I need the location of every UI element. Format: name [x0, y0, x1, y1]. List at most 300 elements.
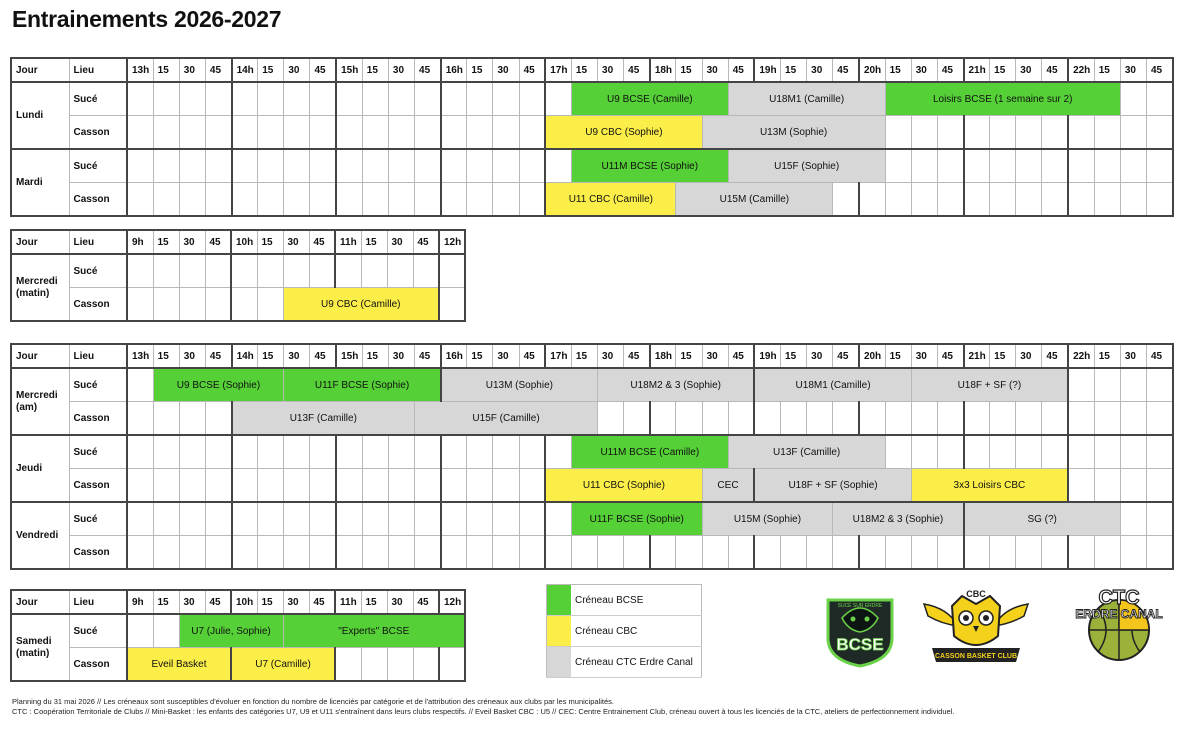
empty-slot	[127, 614, 153, 648]
empty-slot	[439, 288, 465, 322]
empty-slot	[519, 149, 545, 183]
time-header: 30	[179, 230, 205, 254]
time-header: 30	[807, 344, 833, 368]
venue-label: Casson	[69, 183, 127, 217]
empty-slot	[1120, 368, 1146, 402]
schedule-row	[11, 183, 1173, 217]
time-header: 9h	[127, 590, 153, 614]
time-header: 17h	[545, 58, 571, 82]
time-header: 15	[153, 230, 179, 254]
time-header: 15	[676, 58, 702, 82]
time-header: 15	[257, 230, 283, 254]
cbc-logo-top: CBC	[966, 589, 986, 599]
time-header: 14h	[232, 344, 258, 368]
time-header: 45	[205, 58, 231, 82]
empty-slot	[990, 116, 1016, 150]
schedule-row	[11, 502, 1173, 536]
empty-slot	[127, 502, 153, 536]
venue-label: Casson	[69, 536, 127, 570]
empty-slot	[179, 183, 205, 217]
time-header: 21h	[964, 58, 990, 82]
empty-slot	[1042, 149, 1068, 183]
empty-slot	[258, 183, 284, 217]
day-label: Mercredi (matin)	[11, 254, 69, 321]
empty-slot	[990, 183, 1016, 217]
time-header: 19h	[754, 344, 780, 368]
time-header: 45	[413, 230, 439, 254]
empty-slot	[127, 288, 153, 322]
empty-slot	[1042, 435, 1068, 469]
footnote-line: CTC : Coopération Territoriale de Clubs // Mini-Basket : les enfants des catégories U7, U9 et U11 s'entraînent dans leurs clubs respectifs. // Eveil Basket CBC : U5 // CEC: Centre Entrainement Club, créneau ouvert à tous les licenciés de la CTC, ateliers de perfectionnement individuel.	[12, 706, 955, 716]
empty-slot	[179, 536, 205, 570]
time-header: 30	[1120, 58, 1146, 82]
empty-slot	[205, 502, 231, 536]
empty-slot	[545, 149, 571, 183]
empty-slot	[441, 435, 467, 469]
empty-slot	[911, 536, 937, 570]
time-header: 15	[990, 344, 1016, 368]
empty-slot	[964, 149, 990, 183]
empty-slot	[1068, 183, 1094, 217]
empty-slot	[441, 183, 467, 217]
time-header: 15	[885, 344, 911, 368]
empty-slot	[179, 402, 205, 436]
empty-slot	[728, 402, 754, 436]
empty-slot	[885, 435, 911, 469]
session-block: U18M1 (Camille)	[728, 82, 885, 116]
session-block: U18F + SF (Sophie)	[754, 469, 911, 503]
empty-slot	[1042, 116, 1068, 150]
day-label: Mercredi (am)	[11, 368, 69, 435]
empty-slot	[1042, 536, 1068, 570]
session-block: U9 CBC (Sophie)	[545, 116, 702, 150]
empty-slot	[754, 536, 780, 570]
empty-slot	[362, 469, 388, 503]
time-header: 45	[415, 344, 441, 368]
time-header: 15	[676, 344, 702, 368]
empty-slot	[519, 116, 545, 150]
empty-slot	[205, 402, 231, 436]
time-header: 45	[519, 58, 545, 82]
empty-slot	[911, 116, 937, 150]
day-label: Lundi	[11, 82, 69, 149]
empty-slot	[361, 648, 387, 682]
empty-slot	[1120, 149, 1146, 183]
time-header: 11h	[335, 590, 361, 614]
empty-slot	[153, 469, 179, 503]
empty-slot	[153, 402, 179, 436]
empty-slot	[1094, 469, 1120, 503]
legend-label: Créneau BCSE	[571, 585, 702, 616]
bcse-logo-text: BCSE	[836, 635, 884, 654]
empty-slot	[441, 82, 467, 116]
time-header: 30	[179, 590, 205, 614]
time-header: 45	[1042, 344, 1068, 368]
session-block: U13M (Sophie)	[702, 116, 885, 150]
empty-slot	[1016, 116, 1042, 150]
legend-swatch	[547, 616, 572, 647]
empty-slot	[232, 435, 258, 469]
time-header: 15	[781, 344, 807, 368]
schedule-table-wednesday-morning	[10, 229, 466, 322]
empty-slot	[310, 149, 336, 183]
empty-slot	[1146, 183, 1173, 217]
empty-slot	[1016, 149, 1042, 183]
header-lieu: Lieu	[69, 230, 127, 254]
empty-slot	[415, 536, 441, 570]
empty-slot	[179, 254, 205, 288]
empty-slot	[441, 149, 467, 183]
schedule-row	[11, 288, 465, 322]
empty-slot	[388, 435, 414, 469]
empty-slot	[388, 469, 414, 503]
empty-slot	[1068, 149, 1094, 183]
empty-slot	[1042, 183, 1068, 217]
empty-slot	[153, 149, 179, 183]
time-header: 12h	[439, 230, 465, 254]
time-header: 15	[258, 58, 284, 82]
time-header: 20h	[859, 58, 885, 82]
empty-slot	[284, 82, 310, 116]
empty-slot	[1146, 502, 1173, 536]
empty-slot	[127, 254, 153, 288]
header-jour: Jour	[11, 590, 69, 614]
empty-slot	[493, 149, 519, 183]
time-header: 13h	[127, 58, 153, 82]
session-block: U13F (Camille)	[728, 435, 885, 469]
schedule-row	[11, 82, 1173, 116]
empty-slot	[258, 82, 284, 116]
empty-slot	[911, 435, 937, 469]
empty-slot	[1016, 435, 1042, 469]
empty-slot	[493, 536, 519, 570]
time-header: 45	[728, 344, 754, 368]
empty-slot	[415, 502, 441, 536]
empty-slot	[807, 402, 833, 436]
empty-slot	[310, 435, 336, 469]
cbc-logo	[918, 586, 1034, 670]
session-block: U11M BCSE (Camille)	[571, 435, 728, 469]
session-block: Loisirs BCSE (1 semaine sur 2)	[885, 82, 1120, 116]
empty-slot	[519, 82, 545, 116]
venue-label: Casson	[69, 288, 127, 322]
time-header: 45	[310, 58, 336, 82]
empty-slot	[1146, 368, 1173, 402]
empty-slot	[1146, 116, 1173, 150]
empty-slot	[1094, 149, 1120, 183]
schedule-row	[11, 149, 1173, 183]
time-header: 30	[388, 58, 414, 82]
session-block: U15M (Sophie)	[702, 502, 833, 536]
time-header: 11h	[335, 230, 361, 254]
empty-slot	[310, 469, 336, 503]
header-lieu: Lieu	[69, 344, 127, 368]
session-block: U9 CBC (Camille)	[283, 288, 439, 322]
legend-item	[547, 647, 702, 678]
legend	[546, 584, 702, 678]
time-header: 15	[361, 230, 387, 254]
schedule-row	[11, 116, 1173, 150]
empty-slot	[990, 536, 1016, 570]
empty-slot	[1146, 469, 1173, 503]
time-header: 45	[1042, 58, 1068, 82]
empty-slot	[153, 116, 179, 150]
venue-label: Casson	[69, 648, 127, 682]
day-label: Samedi (matin)	[11, 614, 69, 681]
empty-slot	[545, 536, 571, 570]
time-header: 19h	[754, 58, 780, 82]
empty-slot	[310, 502, 336, 536]
time-header: 15	[467, 58, 493, 82]
empty-slot	[284, 149, 310, 183]
empty-slot	[1094, 116, 1120, 150]
empty-slot	[231, 288, 257, 322]
empty-slot	[179, 469, 205, 503]
empty-slot	[127, 536, 153, 570]
session-block: U18M2 & 3 (Sophie)	[833, 502, 964, 536]
empty-slot	[179, 149, 205, 183]
session-block: U18M2 & 3 (Sophie)	[598, 368, 755, 402]
empty-slot	[362, 536, 388, 570]
session-block: U9 BCSE (Camille)	[571, 82, 728, 116]
time-header: 45	[1146, 344, 1173, 368]
empty-slot	[728, 536, 754, 570]
empty-slot	[911, 402, 937, 436]
time-header: 45	[937, 58, 963, 82]
time-header: 10h	[231, 230, 257, 254]
time-header: 15	[467, 344, 493, 368]
empty-slot	[232, 536, 258, 570]
empty-slot	[1068, 469, 1094, 503]
time-header: 15	[362, 344, 388, 368]
empty-slot	[519, 502, 545, 536]
empty-slot	[781, 536, 807, 570]
header-lieu: Lieu	[69, 590, 127, 614]
empty-slot	[911, 149, 937, 183]
empty-slot	[650, 402, 676, 436]
empty-slot	[205, 116, 231, 150]
time-header: 16h	[441, 344, 467, 368]
empty-slot	[205, 254, 231, 288]
legend-swatch	[547, 585, 572, 616]
empty-slot	[205, 469, 231, 503]
session-block: 3x3 Loisirs CBC	[911, 469, 1068, 503]
empty-slot	[232, 116, 258, 150]
legend-label: Créneau CBC	[571, 616, 702, 647]
empty-slot	[415, 435, 441, 469]
empty-slot	[284, 183, 310, 217]
empty-slot	[284, 435, 310, 469]
empty-slot	[127, 469, 153, 503]
empty-slot	[232, 82, 258, 116]
empty-slot	[336, 435, 362, 469]
session-block: U9 BCSE (Sophie)	[153, 368, 284, 402]
empty-slot	[415, 82, 441, 116]
venue-label: Sucé	[69, 254, 127, 288]
venue-label: Sucé	[69, 368, 127, 402]
empty-slot	[153, 536, 179, 570]
time-header: 15	[258, 344, 284, 368]
time-header: 15	[153, 58, 179, 82]
empty-slot	[232, 183, 258, 217]
empty-slot	[1146, 536, 1173, 570]
empty-slot	[439, 648, 465, 682]
empty-slot	[1068, 435, 1094, 469]
empty-slot	[388, 149, 414, 183]
empty-slot	[1094, 402, 1120, 436]
time-header: 15	[257, 590, 283, 614]
bcse-logo-arc: SUCÉ SUR ERDRE	[837, 603, 883, 609]
empty-slot	[1120, 402, 1146, 436]
empty-slot	[1068, 116, 1094, 150]
empty-slot	[336, 116, 362, 150]
session-block: Eveil Basket	[127, 648, 231, 682]
empty-slot	[387, 254, 413, 288]
time-header: 15	[1094, 58, 1120, 82]
empty-slot	[1094, 183, 1120, 217]
empty-slot	[1094, 435, 1120, 469]
empty-slot	[493, 435, 519, 469]
session-block: U11F BCSE (Sophie)	[284, 368, 441, 402]
empty-slot	[205, 82, 231, 116]
time-header: 30	[493, 344, 519, 368]
bcse-logo	[820, 588, 900, 668]
empty-slot	[833, 402, 859, 436]
time-header: 18h	[650, 344, 676, 368]
time-header: 30	[911, 344, 937, 368]
empty-slot	[493, 183, 519, 217]
empty-slot	[387, 648, 413, 682]
empty-slot	[467, 183, 493, 217]
empty-slot	[1016, 183, 1042, 217]
time-header: 16h	[441, 58, 467, 82]
empty-slot	[232, 469, 258, 503]
empty-slot	[964, 435, 990, 469]
empty-slot	[362, 82, 388, 116]
time-header: 13h	[127, 344, 153, 368]
legend-item	[547, 616, 702, 647]
schedule-row	[11, 648, 465, 682]
session-block: CEC	[702, 469, 754, 503]
empty-slot	[781, 402, 807, 436]
empty-slot	[964, 183, 990, 217]
empty-slot	[127, 368, 153, 402]
session-block: U15F (Camille)	[415, 402, 598, 436]
schedule-row	[11, 614, 465, 648]
empty-slot	[937, 116, 963, 150]
legend-label: Créneau CTC Erdre Canal	[571, 647, 702, 678]
empty-slot	[519, 435, 545, 469]
empty-slot	[205, 435, 231, 469]
time-header: 45	[728, 58, 754, 82]
empty-slot	[362, 149, 388, 183]
time-header: 45	[624, 58, 650, 82]
empty-slot	[258, 469, 284, 503]
empty-slot	[336, 469, 362, 503]
empty-slot	[885, 536, 911, 570]
empty-slot	[598, 402, 624, 436]
empty-slot	[1094, 368, 1120, 402]
empty-slot	[441, 116, 467, 150]
empty-slot	[310, 536, 336, 570]
footnote-line: Planning du 31 mai 2026 // Les créneaux sont susceptibles d'évoluer en fonction du nombre de licenciés par catégorie et de l'attribution des créneaux aux clubs par les municipalités.	[12, 697, 614, 706]
day-label: Vendredi	[11, 502, 69, 569]
venue-label: Casson	[69, 469, 127, 503]
schedule-table-wednesday-friday	[10, 343, 1174, 570]
empty-slot	[205, 288, 231, 322]
venue-label: Sucé	[69, 435, 127, 469]
empty-slot	[467, 469, 493, 503]
time-header: 15	[361, 590, 387, 614]
empty-slot	[833, 536, 859, 570]
empty-slot	[388, 82, 414, 116]
empty-slot	[1016, 402, 1042, 436]
ctc-logo-line2: ERDRE CANAL	[1075, 607, 1163, 621]
empty-slot	[336, 502, 362, 536]
venue-label: Casson	[69, 402, 127, 436]
empty-slot	[258, 502, 284, 536]
empty-slot	[833, 183, 859, 217]
empty-slot	[127, 116, 153, 150]
time-header: 45	[309, 230, 335, 254]
time-header: 22h	[1068, 344, 1094, 368]
ctc-logo	[1064, 582, 1174, 666]
empty-slot	[859, 183, 885, 217]
empty-slot	[545, 82, 571, 116]
session-block: U13M (Sophie)	[441, 368, 598, 402]
empty-slot	[937, 435, 963, 469]
header-jour: Jour	[11, 344, 69, 368]
time-header: 30	[1016, 344, 1042, 368]
time-header: 30	[283, 230, 309, 254]
session-block: U13F (Camille)	[232, 402, 415, 436]
empty-slot	[1068, 368, 1094, 402]
day-label: Mardi	[11, 149, 69, 216]
empty-slot	[362, 502, 388, 536]
empty-slot	[493, 82, 519, 116]
time-header: 21h	[964, 344, 990, 368]
empty-slot	[336, 82, 362, 116]
time-header: 30	[179, 344, 205, 368]
empty-slot	[283, 254, 309, 288]
legend-swatch	[547, 647, 572, 678]
schedule-row	[11, 469, 1173, 503]
empty-slot	[754, 402, 780, 436]
time-header: 45	[519, 344, 545, 368]
time-header: 15	[1094, 344, 1120, 368]
empty-slot	[153, 502, 179, 536]
time-header: 45	[205, 590, 231, 614]
time-header: 15	[153, 344, 179, 368]
empty-slot	[702, 536, 728, 570]
time-header: 15	[990, 58, 1016, 82]
empty-slot	[467, 536, 493, 570]
empty-slot	[650, 536, 676, 570]
time-header: 30	[598, 344, 624, 368]
time-header: 30	[493, 58, 519, 82]
session-block: U18M1 (Camille)	[754, 368, 911, 402]
empty-slot	[885, 116, 911, 150]
empty-slot	[1094, 536, 1120, 570]
time-header: 30	[387, 230, 413, 254]
session-block: SG (?)	[964, 502, 1121, 536]
empty-slot	[911, 183, 937, 217]
time-header: 30	[387, 590, 413, 614]
empty-slot	[519, 469, 545, 503]
empty-slot	[964, 536, 990, 570]
time-header: 30	[283, 590, 309, 614]
empty-slot	[807, 536, 833, 570]
